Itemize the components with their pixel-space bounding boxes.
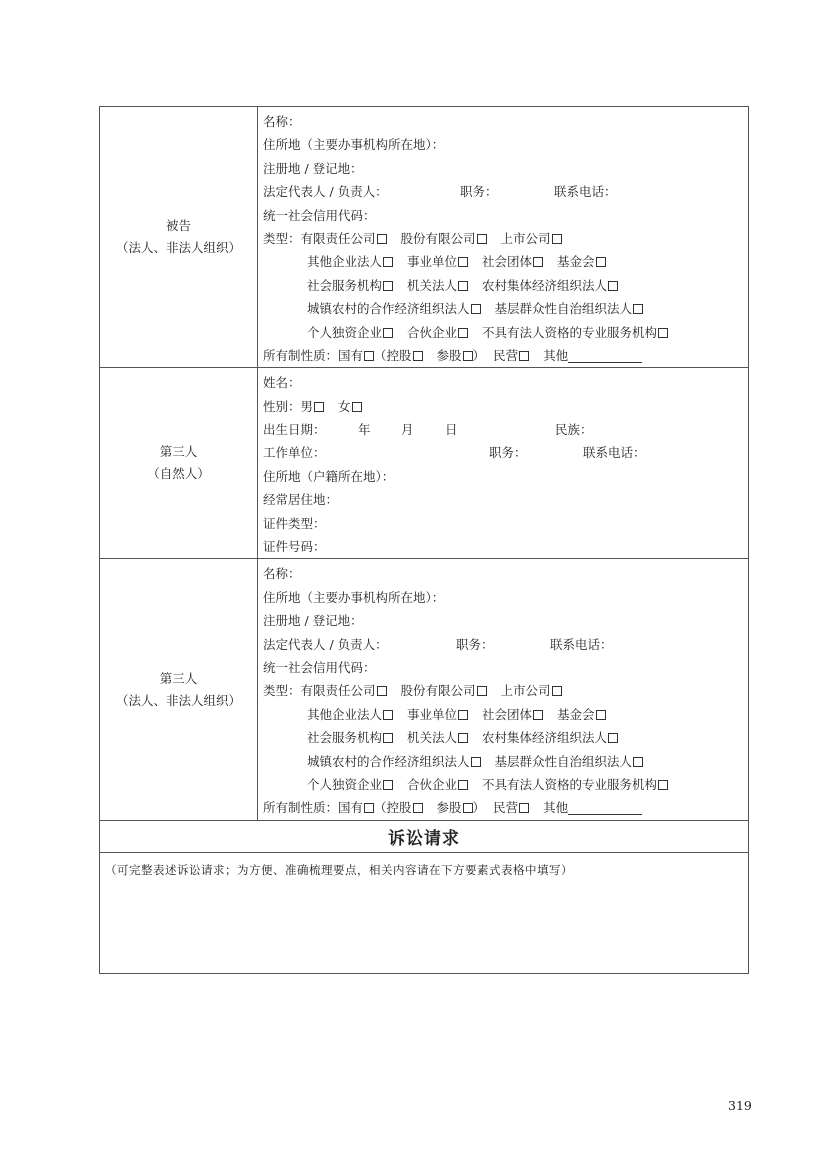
checkbox-holding[interactable] bbox=[413, 351, 423, 361]
claims-title: 诉讼请求 bbox=[388, 828, 460, 849]
type-line-5: 个人独资企业 合伙企业 不具有法人资格的专业服务机构 bbox=[263, 321, 748, 344]
phone-field[interactable]: 联系电话： bbox=[583, 445, 646, 461]
type-line-3: 社会服务机构 机关法人 农村集体经济组织法人 bbox=[263, 274, 748, 297]
checkbox-male[interactable] bbox=[314, 402, 324, 412]
credit-code-field[interactable]: 统一社会信用代码： bbox=[263, 659, 376, 675]
label-line2: （法人、非法人组织） bbox=[115, 240, 241, 256]
label-line2: （法人、非法人组织） bbox=[115, 692, 241, 708]
checkbox-state-owned[interactable] bbox=[364, 351, 374, 361]
checkbox-social-group[interactable] bbox=[533, 257, 543, 267]
registration-field[interactable]: 注册地 / 登记地： bbox=[263, 160, 363, 176]
checkbox-government-organ[interactable] bbox=[458, 733, 468, 743]
third-person-fields bbox=[258, 368, 748, 558]
label-line1: 被告 bbox=[165, 218, 191, 234]
third-person-row bbox=[100, 368, 748, 559]
checkbox-other-enterprise[interactable] bbox=[383, 710, 393, 720]
phone-field[interactable]: 联系电话： bbox=[550, 636, 613, 652]
id-type-field[interactable]: 证件类型： bbox=[263, 515, 326, 531]
position-field[interactable]: 职务： bbox=[456, 636, 494, 652]
checkbox-holding[interactable] bbox=[413, 803, 423, 813]
checkbox-joint-stock[interactable] bbox=[477, 234, 487, 244]
checkbox-partnership[interactable] bbox=[458, 328, 468, 338]
third-org-row bbox=[100, 559, 748, 820]
phone-field[interactable]: 联系电话： bbox=[554, 184, 617, 200]
page-number: 319 bbox=[728, 1098, 752, 1113]
work-field[interactable]: 工作单位： 职务： 联系电话： bbox=[263, 441, 748, 464]
type-line-4: 城镇农村的合作经济组织法人 基层群众性自治组织法人 bbox=[263, 297, 748, 320]
third-org-label bbox=[100, 559, 258, 819]
checkbox-foundation[interactable] bbox=[596, 710, 606, 720]
label-line1: 第三人 bbox=[159, 670, 198, 686]
type-line-1: 类型：有限责任公司 股份有限公司 上市公司 bbox=[263, 679, 748, 702]
ownership-line: 所有制性质：国有 （控股 参股 ） 民营 其他 bbox=[263, 796, 748, 819]
id-number-field[interactable]: 证件号码： bbox=[263, 539, 326, 555]
label-line2: （自然人） bbox=[147, 466, 210, 482]
checkbox-private[interactable] bbox=[519, 351, 529, 361]
other-ownership-input[interactable] bbox=[568, 800, 642, 815]
checkbox-partnership[interactable] bbox=[458, 780, 468, 790]
checkbox-cooperative[interactable] bbox=[471, 304, 481, 314]
year-label: 年 bbox=[358, 422, 371, 438]
checkbox-shareholding[interactable] bbox=[463, 803, 473, 813]
name-field[interactable]: 姓名： bbox=[263, 375, 301, 391]
other-ownership-input[interactable] bbox=[568, 348, 642, 363]
sex-field: 性别：男 女 bbox=[263, 395, 748, 418]
day-label: 日 bbox=[445, 422, 458, 438]
defendant-org-label bbox=[100, 107, 258, 367]
registration-field[interactable]: 注册地 / 登记地： bbox=[263, 613, 363, 629]
claims-text-area[interactable] bbox=[100, 853, 748, 973]
checkbox-private[interactable] bbox=[519, 803, 529, 813]
checkbox-public-institution[interactable] bbox=[458, 710, 468, 720]
checkbox-professional-service[interactable] bbox=[658, 780, 668, 790]
checkbox-government-organ[interactable] bbox=[458, 281, 468, 291]
checkbox-rural-collective[interactable] bbox=[608, 281, 618, 291]
birth-field[interactable]: 出生日期： 年 月 日 民族： bbox=[263, 418, 748, 441]
position-field[interactable]: 职务： bbox=[489, 445, 527, 461]
address-field[interactable]: 住所地（主要办事机构所在地）： bbox=[263, 589, 445, 605]
checkbox-other-enterprise[interactable] bbox=[383, 257, 393, 267]
checkbox-sole-proprietorship[interactable] bbox=[383, 780, 393, 790]
month-label: 月 bbox=[401, 422, 414, 438]
checkbox-shareholding[interactable] bbox=[463, 351, 473, 361]
address-field[interactable]: 住所地（户籍所在地）： bbox=[263, 468, 395, 484]
checkbox-joint-stock[interactable] bbox=[477, 686, 487, 696]
checkbox-listed-company[interactable] bbox=[552, 234, 562, 244]
rep-field[interactable]: 法定代表人 / 负责人： 职务： 联系电话： bbox=[263, 633, 748, 656]
residence-field[interactable]: 经常居住地： bbox=[263, 492, 339, 508]
checkbox-social-service[interactable] bbox=[383, 281, 393, 291]
label-line1: 第三人 bbox=[159, 444, 198, 460]
defendant-org-row bbox=[100, 107, 748, 368]
checkbox-limited-company[interactable] bbox=[377, 686, 387, 696]
name-field[interactable]: 名称： bbox=[263, 566, 301, 582]
checkbox-rural-collective[interactable] bbox=[608, 733, 618, 743]
checkbox-grassroots-autonomy[interactable] bbox=[633, 304, 643, 314]
defendant-org-fields bbox=[258, 107, 748, 367]
type-line-2: 其他企业法人 事业单位 社会团体 基金会 bbox=[263, 703, 748, 726]
checkbox-social-group[interactable] bbox=[533, 710, 543, 720]
checkbox-foundation[interactable] bbox=[596, 257, 606, 267]
checkbox-sole-proprietorship[interactable] bbox=[383, 328, 393, 338]
type-line-3: 社会服务机构 机关法人 农村集体经济组织法人 bbox=[263, 726, 748, 749]
checkbox-cooperative[interactable] bbox=[471, 757, 481, 767]
third-person-label bbox=[100, 368, 258, 558]
checkbox-female[interactable] bbox=[352, 402, 362, 412]
claims-note: （可完整表述诉讼请求；为方便、准确梳理要点，相关内容请在下方要素式表格中填写） bbox=[105, 862, 573, 877]
checkbox-limited-company[interactable] bbox=[377, 234, 387, 244]
name-field[interactable]: 名称： bbox=[263, 114, 301, 129]
checkbox-state-owned[interactable] bbox=[364, 803, 374, 813]
checkbox-social-service[interactable] bbox=[383, 733, 393, 743]
type-line-5: 个人独资企业 合伙企业 不具有法人资格的专业服务机构 bbox=[263, 773, 748, 796]
checkbox-professional-service[interactable] bbox=[658, 328, 668, 338]
checkbox-grassroots-autonomy[interactable] bbox=[633, 757, 643, 767]
ethnic-field[interactable]: 民族： bbox=[555, 422, 593, 438]
type-line-4: 城镇农村的合作经济组织法人 基层群众性自治组织法人 bbox=[263, 750, 748, 773]
credit-code-field[interactable]: 统一社会信用代码： bbox=[263, 207, 376, 223]
address-field[interactable]: 住所地（主要办事机构所在地）： bbox=[263, 137, 445, 153]
position-field[interactable]: 职务： bbox=[460, 184, 498, 200]
checkbox-public-institution[interactable] bbox=[458, 257, 468, 267]
checkbox-listed-company[interactable] bbox=[552, 686, 562, 696]
type-line-2: 其他企业法人 事业单位 社会团体 基金会 bbox=[263, 250, 748, 273]
rep-field[interactable]: 法定代表人 / 负责人： 职务： 联系电话： bbox=[263, 180, 748, 203]
ownership-line: 所有制性质：国有 （控股 参股 ） 民营 其他 bbox=[263, 344, 748, 367]
claims-title-row bbox=[100, 821, 748, 853]
litigation-form-table bbox=[99, 106, 749, 974]
type-line-1: 类型：有限责任公司 股份有限公司 上市公司 bbox=[263, 227, 748, 250]
third-org-fields bbox=[258, 559, 748, 819]
